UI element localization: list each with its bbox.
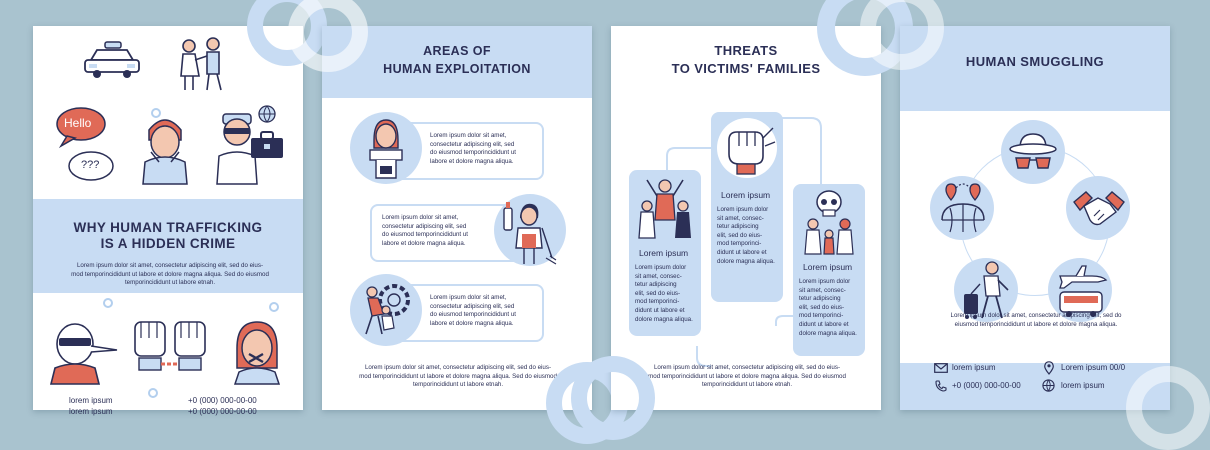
text-line: consectetur adipiscing elit, sed — [382, 222, 467, 230]
text-line: Lorem ipsum dolor sit amet, — [430, 132, 507, 139]
text-line: do eiusmod temporincididunt ut — [430, 149, 516, 157]
card-heading: Lorem ipsum — [639, 248, 689, 258]
text-line: consectetur adipiscing elit, sed — [430, 302, 515, 310]
contact-web[interactable]: lorem ipsum — [1061, 381, 1105, 390]
text-line: Lorem ipsum dolor sit amet, — [382, 214, 459, 221]
crying-person-icon — [137, 106, 193, 186]
contact-phone: +0 (000) 000-00-00 — [188, 396, 257, 405]
contact-email[interactable]: lorem ipsum — [952, 363, 996, 372]
decorative-dot — [103, 298, 113, 308]
liar-nose-icon — [47, 322, 123, 386]
gagged-woman-icon — [229, 318, 285, 386]
text-line: didunt ut labore et — [717, 248, 767, 256]
title-line: TO VICTIMS' FAMILIES — [671, 61, 821, 76]
handshake-icon — [1070, 182, 1128, 234]
text-line: sit amet, consec- — [717, 214, 764, 222]
text-line: do eiusmod temporincididunt ut — [382, 231, 468, 239]
text-line: elit, sed do eius- — [717, 231, 763, 239]
text-line: Lorem ipsum dolor sit amet, consectetur adipiscing elit, sed do eius- — [364, 364, 552, 371]
phone-icon — [935, 380, 947, 392]
web-icon — [1042, 379, 1055, 392]
item-description — [430, 294, 548, 328]
text-line: do eiusmod temporincididunt ut — [430, 311, 516, 319]
forced-labor-icon — [358, 280, 414, 340]
text-line: Lorem ipsum dolor sit amet, consectetur adipiscing elit, sed do — [950, 312, 1122, 319]
text-line: Lorem ipsum dolor — [635, 264, 687, 271]
text-line: elit, sed do eius- — [635, 289, 681, 297]
police-car-icon — [81, 40, 143, 80]
text-line: didunt ut labore et — [799, 320, 849, 328]
contact-phone[interactable]: +0 (000) 000-00-00 — [952, 381, 1021, 390]
contact-name: lorem ipsum — [69, 396, 113, 405]
text-line: mod temporincididunt ut labore et dolore magna aliqua. Sed do eiusmod — [648, 372, 846, 380]
location-pin-icon — [1044, 361, 1054, 375]
globe-icon — [257, 104, 277, 124]
title-line: WHY HUMAN TRAFFICKING — [73, 220, 263, 235]
handcuffed-fists-icon — [129, 316, 211, 388]
card-description — [799, 278, 863, 338]
text-line: Lorem ipsum dolor — [717, 206, 769, 213]
brochure-page-hidden-crime — [33, 26, 303, 416]
cleaning-worker-icon — [498, 198, 558, 268]
text-line: mod temporinci- — [717, 240, 762, 248]
text-line: tetur adipiscing — [635, 281, 677, 289]
text-line: Lorem ipsum dolor — [799, 278, 851, 285]
card-heading: Lorem ipsum — [721, 190, 771, 200]
card-description — [635, 264, 699, 324]
fist-icon — [715, 116, 779, 180]
victims-group-icon — [635, 176, 695, 242]
brochure-page-exploitation — [322, 26, 592, 410]
skull-family-icon — [799, 188, 859, 258]
card-description — [717, 206, 781, 266]
route-globe-icon — [936, 180, 990, 236]
text-line: elit, sed do eius- — [799, 303, 845, 311]
text-line: labore et dolore magna aliqua. — [430, 157, 514, 165]
contact-address: Lorem ipsum 00/0 — [1061, 363, 1126, 372]
briefcase-icon — [249, 130, 285, 160]
title-line: THREATS — [714, 43, 778, 58]
text-line: dolore magna aliqua. — [635, 315, 693, 323]
text-line: temporincididunt ut labore etnah. — [412, 381, 504, 389]
smuggling-paragraph — [920, 312, 1152, 329]
item-description — [430, 132, 548, 166]
brochure-page-threats — [611, 26, 881, 410]
text-line: dolore magna aliqua. — [717, 257, 775, 265]
text-line: dolore magna aliqua. — [799, 329, 857, 337]
abduction-icon — [173, 36, 229, 94]
decorative-dot — [148, 388, 158, 398]
text-line: mod temporinci- — [799, 312, 844, 320]
page-title: HUMAN SMUGGLING — [965, 54, 1105, 69]
text-line: eiusmod temporincididunt ut labore et dolore magna aliqua. — [954, 320, 1118, 328]
title-line: IS A HIDDEN CRIME — [100, 236, 236, 251]
item-description — [382, 214, 500, 248]
hat-glasses-icon — [1008, 130, 1058, 174]
page-title — [33, 220, 303, 252]
bound-woman-icon — [366, 118, 406, 180]
footer-paragraph — [631, 364, 863, 390]
contact-phones — [188, 396, 257, 417]
text-line: sit amet, consec- — [799, 286, 846, 294]
question-bubble-text: ??? — [81, 159, 100, 171]
intro-paragraph — [61, 262, 279, 288]
text-line: sit amet, consec- — [635, 272, 682, 280]
hello-bubble-text: Hello — [64, 116, 92, 130]
text-line: labore et dolore magna aliqua. — [430, 319, 514, 327]
text-line: Lorem ipsum dolor sit amet, consectetur adipiscing elit, sed do eius- — [76, 262, 264, 269]
title-line: AREAS OF — [423, 44, 491, 58]
text-line: tetur adipiscing — [717, 223, 759, 231]
text-line: Lorem ipsum dolor sit amet, consectetur adipiscing elit, sed do eius- — [653, 364, 841, 371]
contact-phone: +0 (000) 000-00-00 — [188, 406, 257, 416]
text-line: temporincididunt ut labore etnah. — [124, 279, 216, 287]
decorative-ring — [571, 356, 655, 440]
title-line: HUMAN EXPLOITATION — [383, 62, 531, 76]
text-line: mod temporincididunt ut labore et dolore magna aliqua. Sed do eiusmod — [359, 372, 557, 380]
mail-icon — [934, 363, 948, 373]
text-line: mod temporinci- — [635, 298, 680, 306]
text-line: temporincididunt ut labore etnah. — [701, 381, 793, 389]
page-title — [322, 42, 592, 78]
decorative-ring — [1126, 366, 1210, 450]
text-line: mod temporincididunt ut labore et dolore magna aliqua. Sed do eiusmod — [71, 270, 269, 278]
text-line: consectetur adipiscing elit, sed — [430, 140, 515, 148]
footer-paragraph — [342, 364, 574, 390]
text-line: tetur adipiscing — [799, 295, 841, 303]
text-line: didunt ut labore et — [635, 306, 685, 314]
brochure-page-smuggling — [900, 26, 1170, 410]
text-line: Lorem ipsum dolor sit amet, — [430, 294, 507, 301]
decorative-dot — [269, 302, 279, 312]
card-heading: Lorem ipsum — [803, 262, 853, 272]
contact-name: lorem ipsum — [69, 406, 113, 416]
contact-names — [69, 396, 113, 417]
text-line: labore et dolore magna aliqua. — [382, 239, 466, 247]
